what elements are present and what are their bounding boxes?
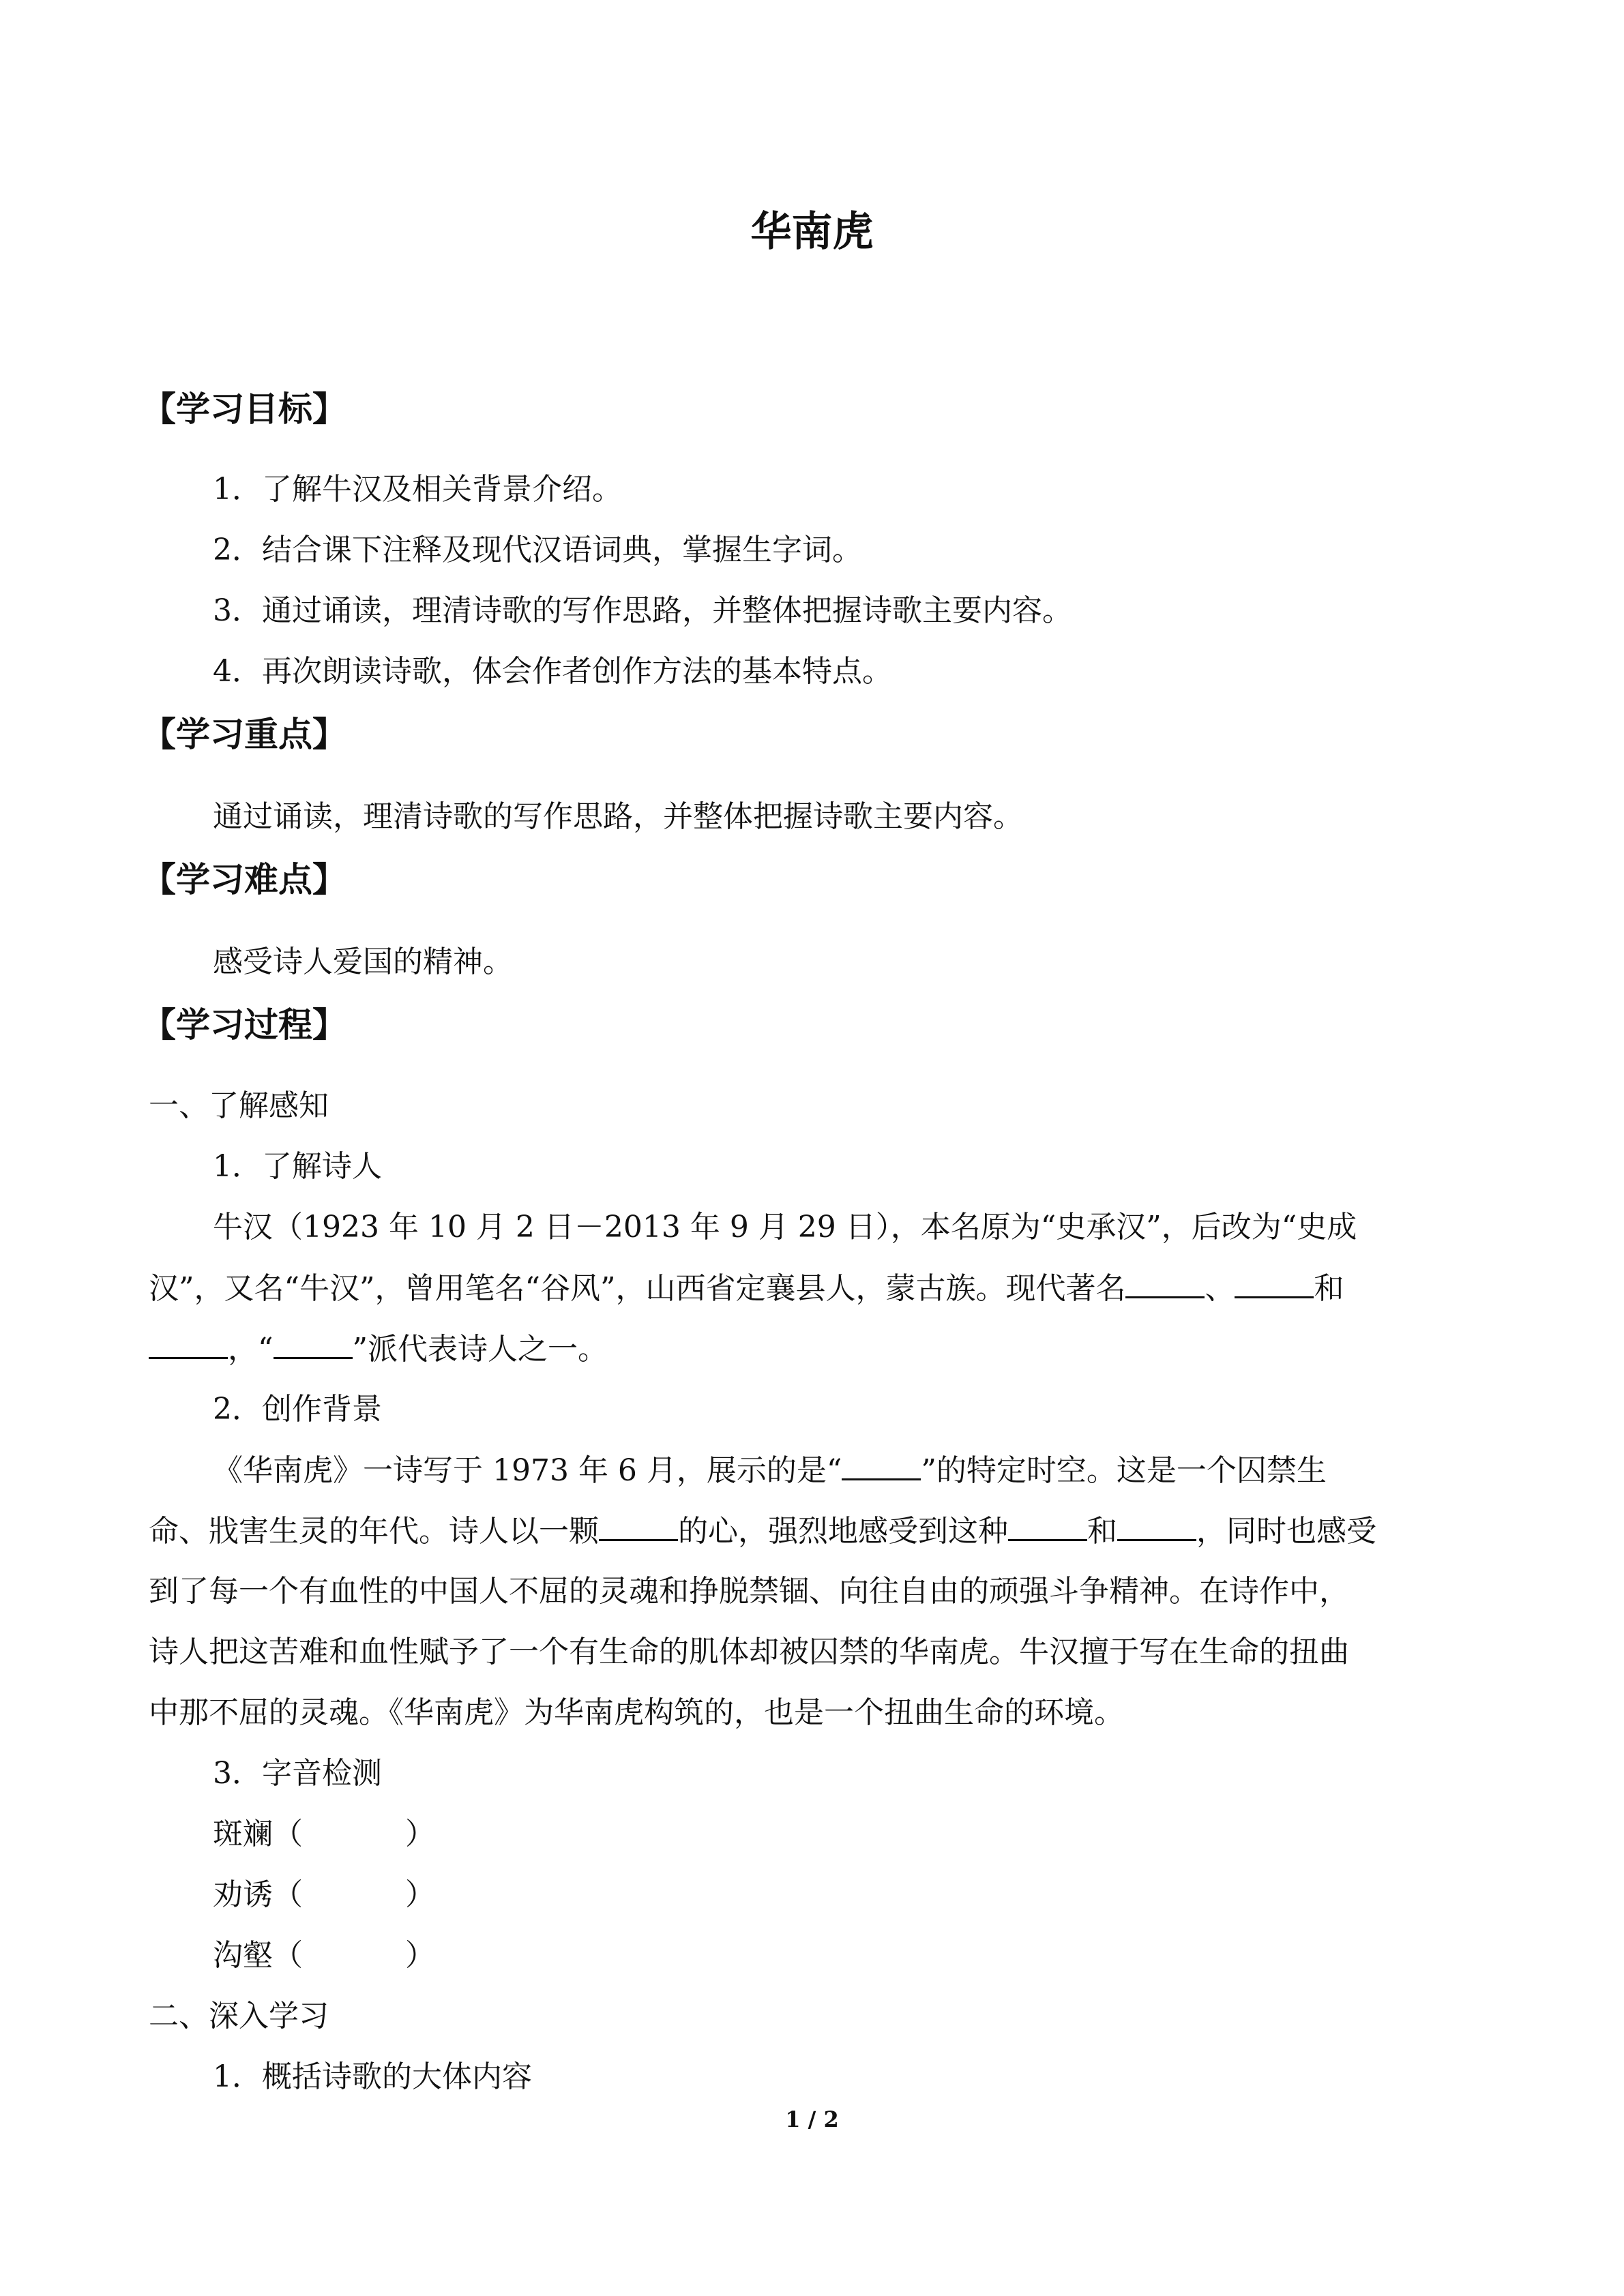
background-text: 的心，强烈地感受到这种: [678, 1514, 1008, 1549]
background-text: 和: [1087, 1514, 1117, 1549]
objective-item-2: 2．结合课下注释及现代汉语词典，掌握生字词。: [213, 533, 862, 567]
objective-item-1: 1．了解牛汉及相关背景介绍。: [213, 472, 622, 507]
fill-blank[interactable]: [1117, 1510, 1196, 1541]
fill-blank[interactable]: [599, 1510, 678, 1541]
poet-intro-line-1: 牛汉（1923 年 10 月 2 日－2013 年 9 月 29 日），本名原为“史承汉”，后改为“史成: [213, 1210, 1357, 1244]
heading-objectives: 【学习目标】: [142, 389, 346, 429]
pronunciation-word: 斑斓: [213, 1817, 273, 1851]
pronunciation-word: 沟壑: [213, 1938, 273, 1973]
poet-intro-text: ”派代表诗人之一。: [352, 1332, 608, 1367]
close-paren: ）: [405, 1938, 435, 1973]
pronunciation-item-2: [213, 1875, 435, 1915]
background-text: 命、戕害生灵的年代。诗人以一颗: [149, 1514, 599, 1549]
fill-blank[interactable]: [1125, 1268, 1205, 1298]
background-line-3: 到了每一个有血性的中国人不屈的灵魂和挣脱禁锢、向往自由的顽强斗争精神。在诗作中，: [149, 1574, 1349, 1609]
background-line-5: 中那不屈的灵魂。《华南虎》为华南虎构筑的，也是一个扭曲生命的环境。: [149, 1695, 1124, 1730]
key-points-text: 通过诵读，理清诗歌的写作思路，并整体把握诗歌主要内容。: [213, 799, 1023, 834]
background-line-4: 诗人把这苦难和血性赋予了一个有生命的肌体却被囚禁的华南虎。牛汉擅于写在生命的扭曲: [149, 1635, 1349, 1669]
heading-difficulties: 【学习难点】: [142, 860, 346, 899]
part1-title: 一、了解感知: [149, 1088, 329, 1123]
background-text: ”的特定时空。这是一个囚禁生: [921, 1453, 1327, 1488]
pronunciation-item-1: [213, 1814, 435, 1855]
close-paren: ）: [405, 1877, 435, 1912]
fill-blank[interactable]: [274, 1328, 353, 1359]
objective-item-3: 3．通过诵读，理清诗歌的写作思路，并整体把握诗歌主要内容。: [213, 593, 1072, 628]
part1-sub1-title: 1．了解诗人: [213, 1149, 382, 1184]
poet-intro-text: 、: [1205, 1271, 1235, 1306]
poet-intro-text: 和: [1314, 1271, 1344, 1306]
fill-blank[interactable]: [1008, 1510, 1087, 1541]
fill-blank[interactable]: [1235, 1268, 1314, 1298]
heading-process: 【学习过程】: [142, 1005, 346, 1045]
pronunciation-item-3: [213, 1935, 435, 1976]
part1-sub2-title: 2．创作背景: [213, 1392, 382, 1427]
open-paren: （: [273, 1877, 303, 1912]
part2-title: 二、深入学习: [149, 1999, 329, 2033]
poet-intro-line-2: [149, 1268, 1344, 1309]
fill-blank[interactable]: [149, 1328, 228, 1359]
background-text: 《华南虎》一诗写于 1973 年 6 月，展示的是“: [213, 1453, 842, 1488]
page-number: 1 / 2: [785, 2106, 839, 2132]
part2-sub1-title: 1．概括诗歌的大体内容: [213, 2059, 532, 2094]
part1-sub3-title: 3．字音检测: [213, 1756, 382, 1791]
open-paren: （: [273, 1938, 303, 1973]
poet-intro-text: ，“: [228, 1332, 274, 1367]
background-line-1: [213, 1450, 1327, 1491]
pronunciation-word: 劝诱: [213, 1877, 273, 1912]
poet-intro-line-3: [149, 1328, 608, 1370]
heading-key-points: 【学习重点】: [142, 715, 346, 754]
document-title: 华南虎: [750, 208, 874, 256]
background-line-2: [149, 1510, 1376, 1552]
objective-item-4: 4．再次朗读诗歌，体会作者创作方法的基本特点。: [213, 654, 892, 689]
close-paren: ）: [405, 1817, 435, 1851]
poet-intro-text: 汉”，又名“牛汉”，曾用笔名“谷风”，山西省定襄县人，蒙古族。现代著名: [149, 1271, 1126, 1306]
difficulties-text: 感受诗人爱国的精神。: [213, 944, 513, 979]
fill-blank[interactable]: [842, 1450, 921, 1480]
background-text: ，同时也感受: [1196, 1514, 1376, 1549]
open-paren: （: [273, 1817, 303, 1851]
